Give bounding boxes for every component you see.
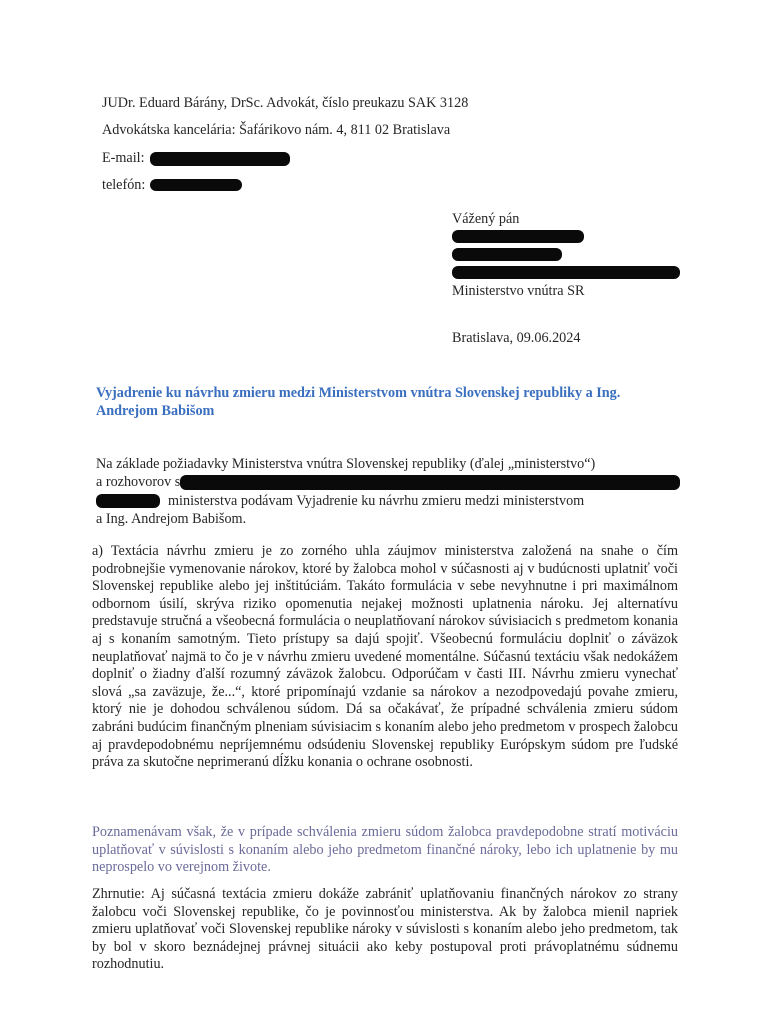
recipient-salutation: Vážený pán [452, 211, 520, 227]
paragraph-a: a) Textácia návrhu zmieru je zo zorného uhla záujmov ministerstva založená na snahe o čím podrobnejšie vymenovanie nárokov, ktoré by žalobca mohol v súčasnosti aj v budúcnosti uplatniť voči Slovenskej republike alebo jej inštitúciám. Takáto formulácia v sebe nevyhnutne i pri maximálnom odbornom úsilí, skrýva riziko opomenutia nejakej možnosti uplatnenia nároku. Jej alternatívu predstavuje stručná a všeobecná formulácia o neuplatňovaní nárokov súvisiacich s predmetom konania aj s konaním samotným. Tieto prístupy sa dajú spojiť. Všeobecnú formuláciu doplniť o záväzok neuplatňovať najmä to čo je v návrhu zmieru uvedené momentálne. Súčasnú textáciu však nedokážem doplniť o žiadny ďalší rozumný záväzok žalobcu. Odporúčam v časti III. Návrhu zmieru vynechať slová „sa zaväzuje, že...“, ktoré pripomínajú vzdanie sa nárokov a nezodpovedajú povahe zmieru, ktorý nie je dohodou schválenou súdom. Dá sa očakávať, že prípadné schválenia zmieru súdom zabráni budúcim finančným plneniam súvisiacim s konaním alebo jeho predmetom v prospech žalobcu aj pravdepodobnému nepríjemnému odsúdeniu Slovenskej republiky Európskym súdom pre ľudské práva za skutočne neprimeranú dĺžku konania o ochrane osobnosti. [92, 543, 678, 771]
recipient-department-redaction [452, 266, 680, 279]
sender-line: JUDr. Eduard Bárány, DrSc. Advokát, číslo preukazu SAK 3128 [102, 95, 469, 111]
office-address: Advokátska kancelária: Šafárikovo nám. 4, 811 02 Bratislava [102, 122, 451, 138]
recipient-institution: Ministerstvo vnútra SR [452, 283, 585, 299]
intro-line-2: a rozhovorov s [96, 474, 181, 490]
email-label: E-mail: [102, 150, 145, 166]
email-redaction [150, 152, 290, 166]
paragraph-note: Poznamenávam však, že v prípade schválenia zmieru súdom žalobca pravdepodobne stratí motiváciu uplatňovať v súvislosti s konaním alebo jeho predmetom finančné nároky, lebo ich uplatnenie by mu neprospelo vo verejnom živote. [92, 824, 678, 876]
phone-redaction [150, 179, 242, 191]
intro-line-4: a Ing. Andrejom Babišom. [96, 511, 247, 527]
document-title: Vyjadrenie ku návrhu zmieru medzi Ministerstvom vnútra Slovenskej republiky a Ing. Andrejom Babišom [96, 385, 621, 419]
intro-line-1: Na základe požiadavky Ministerstva vnútra Slovenskej republiky (ďalej „ministerstvo“) [96, 456, 596, 472]
intro-redaction-2 [96, 494, 160, 508]
recipient-name-redaction [452, 230, 584, 243]
paragraph-summary: Zhrnutie: Aj súčasná textácia zmieru dokáže zabrániť uplatňovaniu finančných nárokov zo strany žalobcu voči Slovenskej republike, čo je povinnosťou ministerstva. Ak by žalobca mienil napriek zmieru uplatňovať voči Slovenskej republike nároky v súvislosti s konaním alebo jeho predmetom, tak by bol v skoro beznádejnej právnej situácii ako keby postupoval proti právoplatnému súdnemu rozhodnutiu. [92, 886, 678, 973]
intro-line-3: ministerstva podávam Vyjadrenie ku návrhu zmieru medzi ministerstvom [168, 493, 585, 509]
intro-redaction-1 [180, 475, 680, 490]
letter-date: Bratislava, 09.06.2024 [452, 330, 581, 346]
recipient-title-redaction [452, 248, 562, 261]
phone-label: telefón: [102, 177, 146, 193]
